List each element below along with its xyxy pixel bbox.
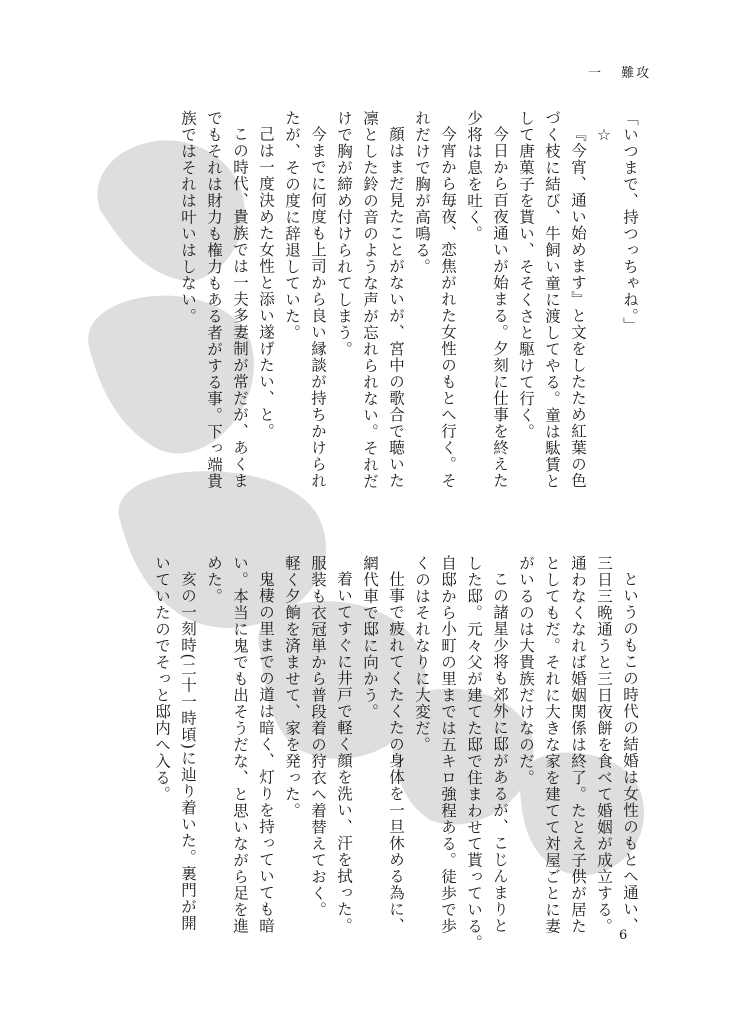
text-line: 凛とした鈴の音のような声が忘れられない。それだ [361,110,379,490]
text-line: 自邸から小町の里までは五キロ強程ある。徒歩で歩 [439,555,457,935]
text-line: い。本当に鬼でも出そうだな、と思いながら足を進 [231,555,249,935]
text-line: 着いてすぐに井戸で軽く顔を洗い、汗を拭った。 [335,570,353,934]
text-line: この諸星少将も郊外に邸があるが、こじんまりと [491,570,509,934]
text-line: 亥の一刻時(二十一時頃)に辿り着いた。裏門が開 [179,570,197,932]
text-line: 鬼棲の里までの道は暗く、灯りを持っていても暗 [257,570,275,934]
text-line: ☆ [595,125,613,145]
page-number: 6 [619,928,628,943]
text-line: 仕事で疲れてくたくたの身体を一旦休める為に、 [387,570,405,934]
text-line: 今宵から毎夜、恋焦がれた女性のもとへ行く。そ [439,125,457,489]
text-line: 軽く夕餉を済ませて、家を発った。 [283,555,301,819]
text-line: 己は一度決めた女性と添い遂げたい、と。 [257,125,275,439]
text-line: 三日三晩通うと三日夜餅を食べて婚姻が成立する。 [595,555,613,935]
text-line: 顔はまだ見たことがないが、宮中の歌合で聴いた [387,125,405,489]
text-line: 今までに何度も上司から良い縁談が持ちかけられ [309,125,327,489]
text-line: 網代車で邸に向かう。 [361,555,379,720]
text-line: けで胸が締め付けられてしまう。 [335,110,353,358]
text-line: この時代、貴族では一夫多妻制が常だが、あくま [231,125,249,489]
text-line: というのもこの時代の結婚は女性のもとへ通い、 [621,570,639,934]
text-line: くのはそれなりに大変だ。 [413,555,431,753]
text-line: でもそれは財力も権力もある者がする事。下っ端貴 [205,110,223,490]
text-line: がいるのは大貴族だけなのだ。 [517,555,535,786]
text-line: れだけで胸が高鳴る。 [413,110,431,275]
text-line: 服装も衣冠単から普段着の狩衣へ着替えておく。 [309,555,327,918]
text-line: いていたのでそっと邸内へ入る。 [153,555,171,803]
chapter-title: 難攻 [621,66,652,81]
text-line: めた。 [205,555,223,605]
text-line: 今日から百夜通いが始まる。夕刻に仕事を終えた [491,125,509,489]
text-line: 『今宵、通い始めます』と文をしたため紅葉の色 [569,125,587,489]
text-line: としてもだ。それに大きな家を建てて対屋ごとに妻 [543,555,561,935]
text-line: づく枝に結び、牛飼い童に渡してやる。童は駄賃と [543,110,561,490]
running-header [588,62,651,81]
text-block-bottom [103,555,643,955]
section-number: 一 [588,66,604,81]
text-block-top [103,110,643,490]
text-line: 「いつまで、持つっちゃね。」 [621,110,639,334]
text-line: 通わなくなれば婚姻関係は終了。たとえ子供が居た [569,555,587,935]
text-line: 族ではそれは叶いはしない。 [179,110,197,325]
text-line: して唐菓子を貰い、そそくさと駆けて行く。 [517,110,535,440]
text-line: 少将は息を吐く。 [465,110,483,242]
text-line: した邸。元々父が建てた邸で住まわせて貰っている。 [465,555,483,951]
text-line: たが、その度に辞退していた。 [283,110,301,341]
